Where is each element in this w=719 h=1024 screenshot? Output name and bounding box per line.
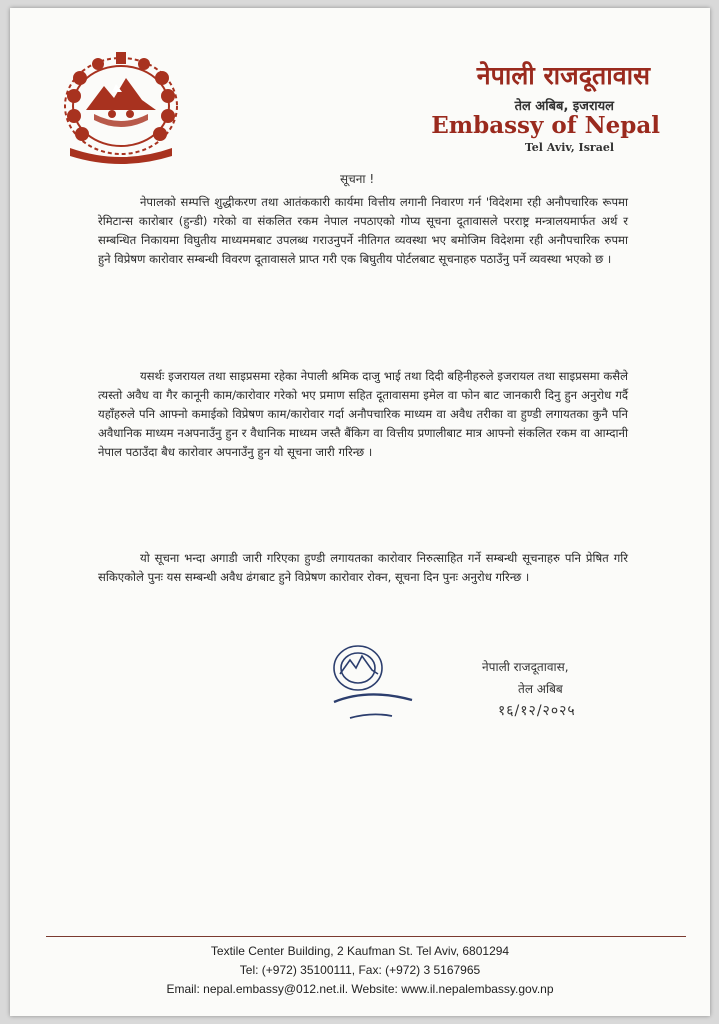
footer-phone: Tel: (+972) 35100111, Fax: (+972) 3 5167965 [239,963,481,977]
body-paragraph-3: यो सूचना भन्दा अगाडी जारी गरिएका हुण्डी लगायतका कारोवार निरुत्साहित गर्ने सम्बन्धी सूचनाहरु पनि प्रेषित गरि सकिएकोले पुनः यस सम्बन्धी अवैध ढंगबाट हुने विप्रेषण कारोवार रोक्न, सूचना दिन पुनः अनुरोध गरिन्छ । [98,551,628,584]
embassy-name-nepali: नेपाली राजदूतावास [476,61,650,90]
body-paragraph-2: यसर्थः इजरायल तथा साइप्रसमा रहेका नेपाली श्रमिक दाजु भाई तथा दिदी बहिनीहरुले इजरायल तथा साइप्रसमा कसैले त्यस्तो अवैध वा गैर कानूनी काम/कारोवार गरेको भए प्रमाण सहित दूतावासमा इमेल वा फोन बाट जानकारी दिनु हुन अनुरोध गर्दै यहाँहरुले पनि आफ्नो कमाईको विप्रेषण काम/कारोवार गर्दा अनौपचारिक माध्यम वा अवैध तरीका वा हुण्डी लगायतका कुनै पनि अवैधानिक माध्यम नअपनाउँनु हुन र वैधानिक माध्यम जस्तै बैंकिग वा वित्तीय प्रणालीबाट मात्र आफ्नो संकलित रकम वा आम्दानी नेपाल पठाउँदा बैध कारोवार अपनाउँनु हुन यो सूचना जारी गरिन्छ । [98,369,629,459]
signature-office: नेपाली राजदूतावास, [482,660,569,674]
nepal-coat-of-arms-emblem [56,48,186,166]
embassy-city-nepali: तेल अबिब, इजरायल [514,99,614,114]
footer-contact: Email: nepal.embassy@012.net.il. Website: www.il.nepalembassy.gov.np [166,982,554,996]
embassy-name-english: Embassy of Nepal [431,112,660,139]
letter-page [10,8,710,1016]
signature-block [482,656,576,722]
footer-address: Textile Center Building, 2 Kaufman St. Tel Aviv, 6801294 [210,944,510,958]
signature-city: तेल अबिब [518,682,563,696]
embassy-seal-stamp [328,640,416,724]
notice-title: सूचना ! [340,172,375,186]
signature-date: १६/१२/२०२५ [498,703,576,719]
body-paragraph-1: नेपालको सम्पत्ति शुद्धीकरण तथा आतंककारी कार्यमा वित्तीय लगानी निवारण गर्न 'विदेशमा रही अनौपचारिक रूपमा रेमिटान्स कारोबार (हुन्डी) गरेको वा संकलित रकम नेपाल नपठाएको गोप्य सूचना दूतावासले परराष्ट्र मन्त्रालयमार्फत अर्थ र सम्बन्धित निकायमा विघुतीय माध्यममबाट उपलब्ध गराउनुपर्ने नीतिगत व्यवस्था भए बमोजिम विदेशमा रही अनौपचारिक रुपमा हुने विप्रेषण कारोवार सम्बन्धी विवरण दूतावासले प्राप्त गरी एक बिघुतीय पोर्टलबाट सूचनाहरु पठाउँनु पर्ने व्यवस्था भएको छ । [98,195,628,266]
footer-divider [46,936,686,937]
embassy-city-english: Tel Aviv, Israel [524,141,614,154]
